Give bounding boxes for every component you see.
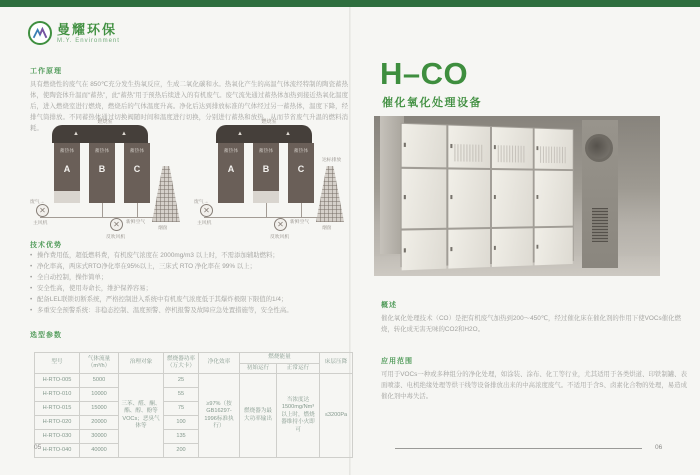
- product-subtitle: 催化氧化处理设备: [382, 97, 482, 109]
- duct-flange: [585, 134, 613, 162]
- fresh-air-label: 新鲜空气: [126, 220, 146, 225]
- section-title-selection: 选型参数: [30, 332, 62, 339]
- chamber-c: 蓄热体 C: [124, 143, 150, 203]
- cell-flow: 20000: [80, 416, 119, 430]
- footer-rule: [395, 448, 642, 449]
- overview-text: 催化氧化处理技术（CO）是把有机废气加热到200～450℃，经过催化床在催化剂的作用下使VOCs催化燃烧，转化成无害无味的CO2和H2O。: [381, 315, 681, 333]
- cell-power: 75: [164, 402, 199, 416]
- pipe: [266, 203, 267, 217]
- flame-icon: ▲: [73, 131, 79, 137]
- cell-pressure-drop: ≤3200Pa: [320, 374, 353, 458]
- cell-flow: 30000: [80, 430, 119, 444]
- pipe: [301, 203, 302, 217]
- cell-power: 100: [164, 416, 199, 430]
- col-header-target: 治理对象: [119, 353, 164, 374]
- cabinet-panel: [448, 229, 490, 269]
- cell-model: H-RTO-005: [35, 374, 80, 388]
- col-header-efficiency: 净化效率: [199, 353, 240, 374]
- flame-icon: ▲: [237, 131, 243, 137]
- cabinet-panel: [492, 228, 532, 267]
- chamber-b: 蓄热体 B: [89, 143, 115, 203]
- cell-model: H-RTO-020: [35, 416, 80, 430]
- list-item: • 安全性高，使用寿命长，维护保养容易；: [30, 285, 348, 293]
- cell-flow: 10000: [80, 388, 119, 402]
- rto-diagram-1: [30, 118, 182, 240]
- fan-icon: ✕: [110, 218, 123, 231]
- brand-logo: [28, 21, 120, 45]
- cell-flow: 15000: [80, 402, 119, 416]
- pipe: [137, 203, 138, 217]
- combustion-chamber: [216, 125, 312, 143]
- cell-target: 三苯、醛、酮、酯、醇、酚等VOCs；恶臭气体等: [119, 374, 164, 458]
- cabinet-panel: [534, 227, 573, 265]
- list-item: • 操作费用低，超低燃料费，有机废气浓度在 2000mg/m3 以上时，不需添加辅助燃料；: [30, 252, 348, 260]
- brand-subtitle: M.Y. Environment: [57, 37, 120, 44]
- chamber-a: 蓄热体 A: [54, 143, 80, 203]
- col-header-energy: 燃烧能量: [240, 353, 320, 364]
- brand-name: 曼耀环保: [57, 21, 118, 37]
- cabinet-panel: [492, 170, 532, 227]
- combustion-chamber: [52, 125, 148, 143]
- cabinet-panel: [534, 129, 573, 169]
- main-fan-label: 主风机: [33, 221, 48, 226]
- cabinet-panel: [402, 124, 446, 167]
- waste-gas-label: 废气→: [30, 200, 45, 205]
- cabinet-panel: [534, 170, 573, 226]
- chamber-c: 蓄热体 C: [288, 143, 314, 203]
- waste-gas-label: 废气→: [194, 200, 209, 205]
- cell-normal-run: 当浓度达 1500mg/Nm³ 以上时，燃烧器维持小火即可: [277, 374, 320, 458]
- product-title: H–CO: [380, 56, 469, 91]
- main-fan-label: 主风机: [197, 221, 212, 226]
- selection-parameters-table: [34, 352, 353, 458]
- chimney-label: 烟囱: [322, 226, 332, 231]
- cell-model: H-RTO-040: [35, 444, 80, 458]
- section-title-overview: 概述: [381, 302, 397, 309]
- top-accent-bar: [0, 0, 700, 7]
- cell-power: 135: [164, 430, 199, 444]
- pipe: [204, 217, 328, 218]
- cabinet-panel: [492, 127, 532, 168]
- logo-icon: [28, 21, 52, 45]
- cabinet-panel: [448, 169, 490, 227]
- purge-fan-label: 反吹风机: [270, 235, 290, 240]
- chimney-icon: [152, 166, 180, 222]
- fresh-air-label: 新鲜空气: [290, 220, 310, 225]
- cabinet-panel: [448, 125, 490, 167]
- combustion-chamber-label: 燃烧室: [261, 119, 277, 125]
- cabinet-panel: [402, 169, 446, 229]
- section-title-advantages: 技术优势: [30, 242, 62, 249]
- cell-flow: 5000: [80, 374, 119, 388]
- combustion-chamber-label: 燃烧室: [97, 119, 113, 125]
- chamber-b: 蓄热体 B: [253, 143, 279, 203]
- col-header-power: 燃烧器功率（万大卡）: [164, 353, 199, 374]
- flame-icon: ▲: [285, 131, 291, 137]
- equipment-photo: [374, 116, 660, 276]
- fan-icon: ✕: [200, 204, 213, 217]
- cabinet-end-cap: [582, 120, 618, 268]
- equipment-cabinet: [401, 123, 574, 267]
- cell-model: H-RTO-030: [35, 430, 80, 444]
- advantages-list: [30, 252, 348, 318]
- pipe: [40, 217, 164, 218]
- list-item: • 净化率高，两床式RTO净化率在95%以上，三床式 RTO 净化率在 99% 以上；: [30, 263, 348, 271]
- cabinet-panel: [402, 230, 446, 271]
- page-number-left: 05: [34, 444, 42, 451]
- col-header-model: 型号: [35, 353, 80, 374]
- section-title-application: 应用范围: [381, 358, 413, 365]
- col-header-pressure: 床层压降: [320, 353, 353, 374]
- cell-model: H-RTO-015: [35, 402, 80, 416]
- fan-icon: ✕: [274, 218, 287, 231]
- list-item: • 多重安全预警系统：非稳态控制、温度预警、停机报警及故障应急处置措施等，安全性高。: [30, 307, 348, 315]
- cell-power: 25: [164, 374, 199, 388]
- application-text: 可用于VOCs一种或多种组分的净化处理，如涂装、涂布、化工等行业，尤其适用于各类烘道、印铁制罐、表面喷漆、电机绝缘处理等烘干线等设备排放出来的中高浓度废气。不适用于含S、卤素化合物的处理，易造成催化剂中毒失活。: [381, 371, 687, 400]
- cell-efficiency: ≥97%（按GB16297-1996标准执行）: [199, 374, 240, 458]
- chimney-label: 烟囱: [158, 226, 168, 231]
- table-row: [35, 374, 353, 388]
- working-principle-text: 具有燃烧性的废气在 850℃充分发生热氧反应，生成二氧化碳和水。热氧化产生的高温气体流经特制的陶瓷蓄热体，使陶瓷体升温而“蓄热”，此“蓄热”用于预热后续进入的有机废气。废气流先通过蓄热体加热到接近热氧化温度后，进入燃烧室进行燃烧，燃烧后的气体温度升高。净化后达到排放标准的气体经过另一蓄热体，温度下降，经排气筒排放。不同蓄热体通过切换阀随时间和温度进行切换，分别进行蓄热和放热，从而节省废气升温的燃料消耗。: [30, 81, 348, 132]
- chamber-a: 蓄热体 A: [218, 143, 244, 203]
- col-header-normal: 正常运行: [277, 363, 320, 374]
- list-item: • 全自动控制，操作简单；: [30, 274, 348, 282]
- cell-flow: 40000: [80, 444, 119, 458]
- rto-diagram-2: [194, 118, 346, 240]
- col-header-flow: 气体流量（m³/h）: [80, 353, 119, 374]
- cell-model: H-RTO-010: [35, 388, 80, 402]
- purge-fan-label: 反吹风机: [106, 235, 126, 240]
- cell-power: 55: [164, 388, 199, 402]
- page-number-right: 06: [655, 444, 663, 451]
- cell-initial-run: 燃烧器为最大功率输出: [240, 374, 277, 458]
- list-item: • 配备LEL联锁切断系统，严格控制进入系统中有机废气浓度低于其爆炸极限下限值的1/4；: [30, 296, 348, 304]
- discharge-label: 达标排放: [322, 158, 342, 163]
- col-header-initial: 初始运行: [240, 363, 277, 374]
- vent-grille: [592, 208, 608, 242]
- pipe: [102, 203, 103, 217]
- section-title-working-principle: 工作原理: [30, 68, 62, 75]
- flame-icon: ▲: [121, 131, 127, 137]
- fan-icon: ✕: [36, 204, 49, 217]
- chimney-icon: [316, 166, 344, 222]
- cell-power: 200: [164, 444, 199, 458]
